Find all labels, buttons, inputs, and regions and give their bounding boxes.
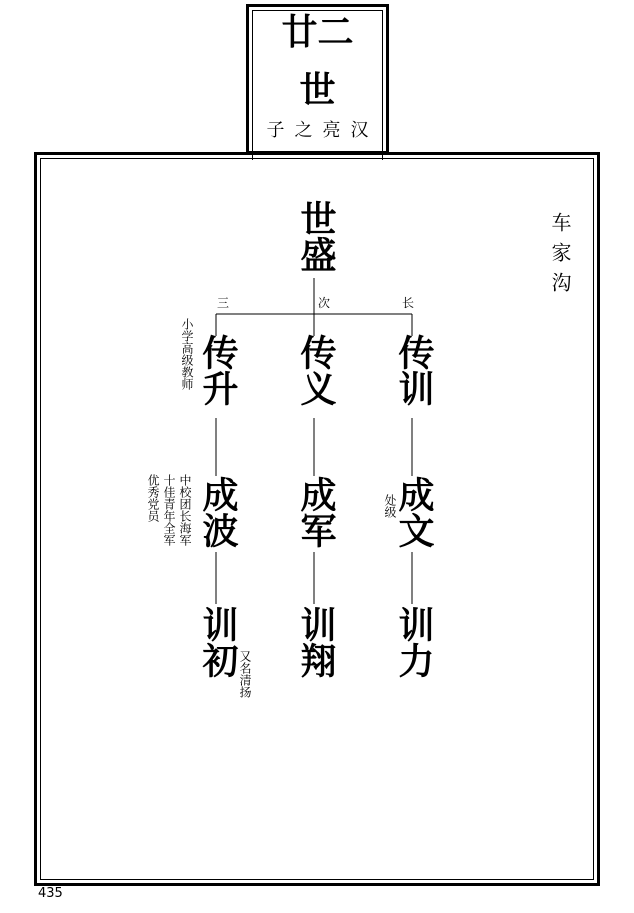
page-number: 435 [38, 886, 63, 901]
branch2-gen1-name: 传义 [295, 334, 337, 406]
branch1-gen2-note-col3: 优秀党员 [146, 474, 160, 522]
branch1-gen3-name: 训初 [197, 606, 239, 678]
branch1-gen2-note-col1: 中校团长海军 [178, 474, 192, 546]
generation-subtitle: 子之亮汉 [266, 120, 379, 141]
generation-title-word: 世 [299, 69, 336, 111]
branch1-gen3-note: 又名清扬 [238, 650, 252, 698]
root-name: 世盛 [295, 200, 337, 272]
branch2-gen2-name: 成军 [295, 476, 337, 548]
birth-order-eldest: 长 [402, 296, 415, 310]
branch3-gen2-name: 成文 [393, 476, 435, 548]
branch1-gen1-name: 传升 [197, 334, 239, 406]
branch2-gen3-name: 训翔 [295, 606, 337, 678]
location-label: 车家沟 [548, 212, 572, 302]
branch3-gen2-note: 处级 [383, 494, 397, 518]
branch3-gen1-name: 传训 [393, 334, 435, 406]
generation-title-number: 廿二 [281, 11, 354, 53]
birth-order-third: 三 [217, 296, 230, 310]
branch1-gen2-note-col2: 十佳青年全军 [162, 474, 176, 546]
branch1-gen1-note: 小学高级教师 [180, 318, 194, 390]
branch1-gen2-name: 成波 [197, 476, 239, 548]
birth-order-second: 次 [318, 296, 331, 310]
branch3-gen3-name: 训力 [393, 606, 435, 678]
